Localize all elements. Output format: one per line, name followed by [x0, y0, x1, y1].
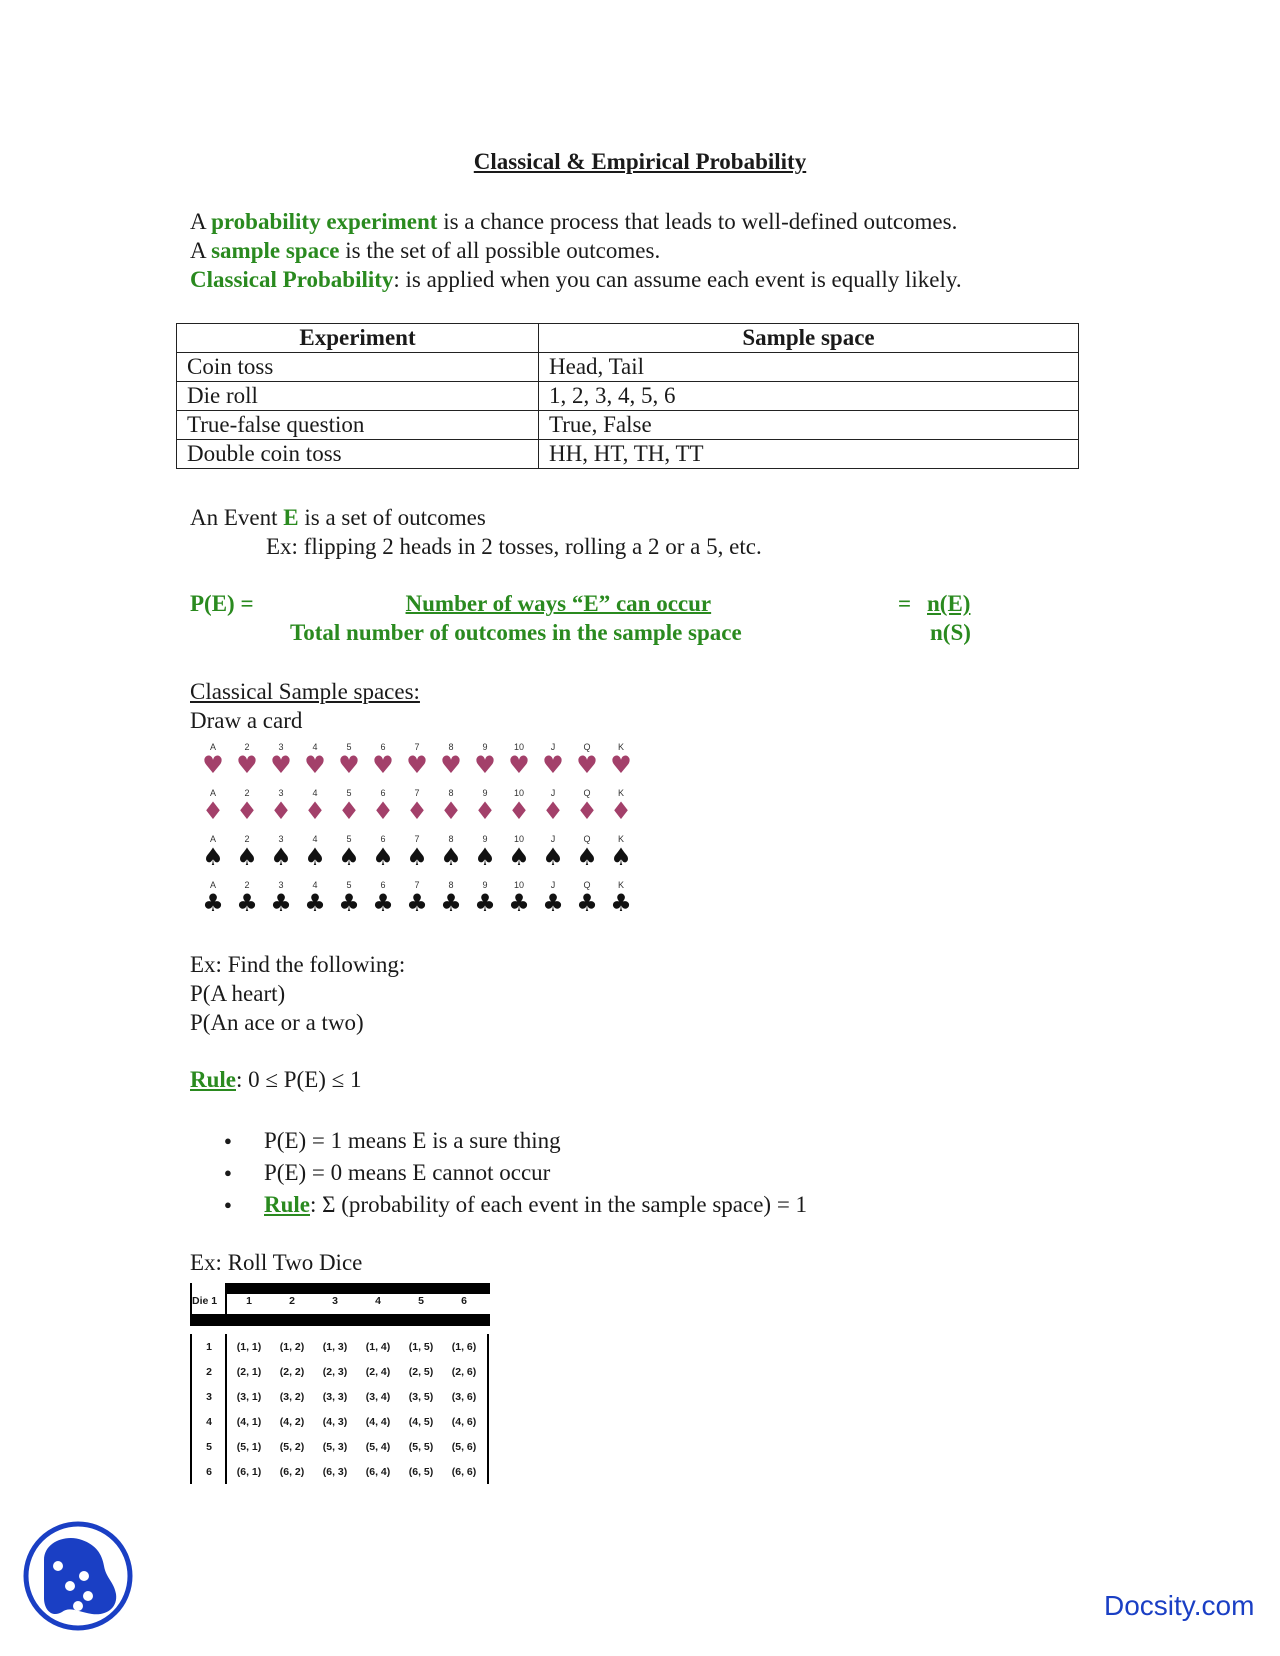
card [332, 834, 366, 880]
header-experiment: Experiment [177, 324, 539, 353]
card-suit-icon: ♠ [236, 843, 258, 871]
dice-cell: (6, 5) [408, 1466, 434, 1478]
card-rank: A [209, 834, 216, 844]
card-rank: 3 [278, 788, 284, 798]
card-suit-icon: ♠ [406, 843, 428, 871]
table-cell: 1, 2, 3, 4, 5, 6 [539, 382, 1079, 411]
card-suit-icon: ♥ [508, 751, 530, 779]
dice-cell: (3, 2) [279, 1391, 305, 1403]
table-cell: True-false question [177, 411, 539, 440]
formula-numerator: Number of ways “E” can occur [405, 591, 712, 616]
card-suit-icon: ♣ [372, 889, 394, 917]
text: A [190, 209, 212, 234]
card-suit-icon: ♠ [508, 843, 530, 871]
page-title: Classical & Empirical Probability [473, 149, 807, 174]
experiment-table [176, 323, 1079, 469]
card-rank: J [550, 742, 556, 752]
card-suit-icon: ♠ [304, 843, 326, 871]
card-rank: 10 [513, 880, 524, 890]
dice-header-row [190, 1295, 490, 1312]
card [230, 742, 264, 788]
card-rank: 5 [346, 880, 352, 890]
dice-cell: (4, 1) [236, 1416, 262, 1428]
card-rank: 9 [482, 788, 488, 798]
card-suit-icon: ♦ [474, 797, 496, 825]
definition-probability-experiment [190, 207, 962, 236]
dice-row-header: 2 [206, 1366, 212, 1378]
card [468, 834, 502, 880]
dice-corner-label: Die 1 [192, 1295, 218, 1307]
card [196, 880, 230, 926]
card-rank: 5 [346, 742, 352, 752]
card-rank: 6 [380, 742, 386, 752]
card-rank: 6 [380, 834, 386, 844]
card-suit-icon: ♠ [610, 843, 632, 871]
card-rank: 5 [346, 788, 352, 798]
card-suit-row [196, 880, 640, 926]
card [298, 742, 332, 788]
card-rank: Q [583, 788, 591, 798]
find-example [190, 950, 405, 1037]
card-rank: K [617, 742, 624, 752]
dice-cell: (2, 2) [279, 1366, 305, 1378]
card-rank: 5 [346, 834, 352, 844]
formula-denominator: Total number of outcomes in the sample space [290, 620, 742, 645]
card-suit-row [196, 788, 640, 834]
dice-cell: (4, 6) [451, 1416, 477, 1428]
card-suit-icon: ♣ [610, 889, 632, 917]
card [230, 788, 264, 834]
card-rank: 10 [513, 834, 524, 844]
card [196, 742, 230, 788]
card-rank: J [550, 880, 556, 890]
card-suit-icon: ♦ [304, 797, 326, 825]
card [298, 834, 332, 880]
card [434, 788, 468, 834]
card-rank: 6 [380, 880, 386, 890]
card [536, 788, 570, 834]
card-suit-icon: ♠ [372, 843, 394, 871]
card [332, 788, 366, 834]
card-rank: 2 [244, 880, 250, 890]
table-cell: HH, HT, TH, TT [539, 440, 1079, 469]
card-rank: 8 [448, 834, 454, 844]
dice-cell: (4, 5) [408, 1416, 434, 1428]
card-rank: 9 [482, 880, 488, 890]
dice-cell: (6, 1) [236, 1466, 262, 1478]
table-row [190, 1436, 490, 1461]
card [604, 834, 638, 880]
divider [487, 1334, 489, 1484]
card-suit-icon: ♥ [610, 751, 632, 779]
dice-cell: (2, 6) [451, 1366, 477, 1378]
dice-row-header: 3 [206, 1391, 212, 1403]
card-suit-icon: ♥ [406, 751, 428, 779]
card-rank: 9 [482, 834, 488, 844]
header-bar [227, 1283, 490, 1294]
card-rank: 7 [414, 742, 420, 752]
formula-denominator-row [190, 618, 971, 647]
text: An Event [190, 505, 284, 530]
card-suit-icon: ♥ [202, 751, 224, 779]
card-rank: Q [583, 880, 591, 890]
card-rank: 6 [380, 788, 386, 798]
text: : is applied when you can assume each event is equally likely. [393, 267, 962, 292]
dice-cell: (1, 5) [408, 1341, 434, 1353]
dice-col-header: 3 [332, 1295, 338, 1307]
card-rank: 7 [414, 834, 420, 844]
term-classical-probability: Classical Probability [190, 267, 394, 292]
formula-rhs-numerator: n(E) [927, 591, 971, 616]
dice-cell: (4, 2) [279, 1416, 305, 1428]
card-rank: 4 [312, 742, 318, 752]
card [570, 834, 604, 880]
term-event-e: E [283, 505, 299, 530]
probability-formula [190, 589, 971, 647]
dice-cell: (2, 5) [408, 1366, 434, 1378]
formula-rhs-denominator: n(S) [930, 620, 971, 645]
card-suit-icon: ♠ [576, 843, 598, 871]
table-cell: Double coin toss [177, 440, 539, 469]
card-suit-icon: ♥ [236, 751, 258, 779]
card-suit-icon: ♥ [270, 751, 292, 779]
bullet-item [220, 1125, 807, 1157]
dice-table [190, 1274, 490, 1494]
card-suit-icon: ♣ [304, 889, 326, 917]
table-header-row [177, 324, 1079, 353]
card-suit-icon: ♣ [542, 889, 564, 917]
term-sample-space: sample space [211, 238, 340, 263]
header-bar [190, 1314, 490, 1326]
rule-text: : 0 ≤ P(E) ≤ 1 [236, 1067, 362, 1092]
dice-cell: (5, 6) [451, 1441, 477, 1453]
table-row [190, 1411, 490, 1436]
card [230, 834, 264, 880]
card [298, 880, 332, 926]
card-suit-row [196, 742, 640, 788]
card-rank: Q [583, 742, 591, 752]
card-rank: A [209, 742, 216, 752]
text: A [190, 238, 212, 263]
dice-cell: (2, 3) [322, 1366, 348, 1378]
card-rank: 10 [513, 788, 524, 798]
dice-cell: (5, 5) [408, 1441, 434, 1453]
text: is a set of outcomes [298, 505, 486, 530]
dice-row-header: 1 [206, 1341, 212, 1353]
table-row [177, 353, 1079, 382]
dice-cell: (2, 4) [365, 1366, 391, 1378]
card [434, 880, 468, 926]
card-suit-icon: ♥ [440, 751, 462, 779]
card-suit-icon: ♦ [236, 797, 258, 825]
card [400, 742, 434, 788]
card [570, 788, 604, 834]
dice-cell: (6, 4) [365, 1466, 391, 1478]
card [196, 788, 230, 834]
find-item: P(An ace or a two) [190, 1010, 364, 1035]
table-row [190, 1336, 490, 1361]
card-suit-icon: ♥ [372, 751, 394, 779]
dice-cell: (6, 3) [322, 1466, 348, 1478]
card-suit-icon: ♥ [542, 751, 564, 779]
card-rank: 4 [312, 788, 318, 798]
formula-numerator-row [190, 589, 971, 618]
dice-cell: (1, 6) [451, 1341, 477, 1353]
card [536, 880, 570, 926]
card-suit-icon: ♦ [508, 797, 530, 825]
dice-cell: (4, 3) [322, 1416, 348, 1428]
classical-sample-spaces [190, 677, 420, 735]
table-cell: Die roll [177, 382, 539, 411]
card-suit-icon: ♣ [202, 889, 224, 917]
card-rank: 8 [448, 742, 454, 752]
bullet-item [220, 1157, 807, 1189]
bullet-text: P(E) = 1 means E is a sure thing [264, 1128, 561, 1153]
card [332, 742, 366, 788]
card-suit-icon: ♠ [542, 843, 564, 871]
card-suit-icon: ♠ [270, 843, 292, 871]
card [502, 788, 536, 834]
card-rank: J [550, 834, 556, 844]
card [536, 742, 570, 788]
card-suit-icon: ♥ [304, 751, 326, 779]
header-sample-space: Sample space [539, 324, 1079, 353]
card-rank: K [617, 834, 624, 844]
card-suit-icon: ♣ [236, 889, 258, 917]
draw-a-card-label: Draw a card [190, 708, 303, 733]
dice-cell: (3, 6) [451, 1391, 477, 1403]
text: is the set of all possible outcomes. [339, 238, 661, 263]
bullet-item [220, 1189, 807, 1221]
intro-definitions [190, 207, 962, 294]
card-rank: 10 [513, 742, 524, 752]
table-row [177, 440, 1079, 469]
table-row [177, 411, 1079, 440]
card-suit-icon: ♥ [338, 751, 360, 779]
card [570, 742, 604, 788]
dice-cell: (1, 4) [365, 1341, 391, 1353]
dice-cell: (5, 4) [365, 1441, 391, 1453]
section-heading: Classical Sample spaces: [190, 679, 420, 704]
dice-cell: (2, 1) [236, 1366, 262, 1378]
dice-cell: (1, 2) [279, 1341, 305, 1353]
card-rank: 8 [448, 788, 454, 798]
dice-row-header: 5 [206, 1441, 212, 1453]
table-row [190, 1361, 490, 1386]
rule-bullets [220, 1125, 807, 1221]
dice-col-header: 5 [418, 1295, 424, 1307]
card [502, 742, 536, 788]
dice-cell: (6, 2) [279, 1466, 305, 1478]
find-item: P(A heart) [190, 981, 286, 1006]
definition-sample-space [190, 236, 962, 265]
card-rank: 9 [482, 742, 488, 752]
card-suit-icon: ♠ [338, 843, 360, 871]
card [468, 742, 502, 788]
card-suit-icon: ♣ [406, 889, 428, 917]
card [366, 742, 400, 788]
card-suit-icon: ♣ [440, 889, 462, 917]
card [366, 880, 400, 926]
dice-cell: (3, 3) [322, 1391, 348, 1403]
dice-col-header: 2 [289, 1295, 295, 1307]
card [400, 834, 434, 880]
dice-cell: (5, 2) [279, 1441, 305, 1453]
card-rank: 3 [278, 742, 284, 752]
card-suit-icon: ♣ [576, 889, 598, 917]
dice-row-header: 6 [206, 1466, 212, 1478]
event-line [190, 503, 762, 532]
card [264, 880, 298, 926]
card-rank: 7 [414, 788, 420, 798]
card-rank: 7 [414, 880, 420, 890]
find-heading: Ex: Find the following: [190, 952, 406, 977]
card-rank: 2 [244, 788, 250, 798]
card [264, 788, 298, 834]
card [230, 880, 264, 926]
card-rank: 4 [312, 880, 318, 890]
card-suit-icon: ♣ [474, 889, 496, 917]
card [570, 880, 604, 926]
card [196, 834, 230, 880]
dice-cell: (1, 3) [322, 1341, 348, 1353]
dice-row-header: 4 [206, 1416, 212, 1428]
text: is a chance process that leads to well-defined outcomes. [437, 209, 958, 234]
card [468, 788, 502, 834]
dice-col-header: 6 [461, 1295, 467, 1307]
card-rank: K [617, 788, 624, 798]
divider [190, 1334, 192, 1484]
card [400, 788, 434, 834]
card [502, 880, 536, 926]
dice-example-label: Ex: Roll Two Dice [190, 1250, 363, 1275]
card-rank: 2 [244, 834, 250, 844]
dice-cell: (5, 3) [322, 1441, 348, 1453]
card-rank: A [209, 788, 216, 798]
card [536, 834, 570, 880]
formula-lhs: P(E) = [190, 591, 260, 616]
card-deck [196, 742, 640, 926]
card-suit-icon: ♦ [440, 797, 462, 825]
card [434, 742, 468, 788]
card [468, 880, 502, 926]
card-suit-icon: ♠ [474, 843, 496, 871]
definition-classical-probability [190, 265, 962, 294]
divider [225, 1334, 227, 1484]
card-suit-icon: ♠ [440, 843, 462, 871]
card-suit-icon: ♦ [610, 797, 632, 825]
dice-cell: (6, 6) [451, 1466, 477, 1478]
card [502, 834, 536, 880]
table-cell: Head, Tail [539, 353, 1079, 382]
card-suit-icon: ♥ [474, 751, 496, 779]
card-rank: K [617, 880, 624, 890]
rule-term: Rule [190, 1067, 236, 1092]
table-cell: True, False [539, 411, 1079, 440]
table-cell: Coin toss [177, 353, 539, 382]
card-suit-icon: ♣ [270, 889, 292, 917]
dice-cell: (1, 1) [236, 1341, 262, 1353]
dice-cell: (3, 5) [408, 1391, 434, 1403]
card-suit-icon: ♦ [542, 797, 564, 825]
rule-range [190, 1065, 362, 1094]
card-suit-row [196, 834, 640, 880]
card-rank: J [550, 788, 556, 798]
bullet-text: P(E) = 0 means E cannot occur [264, 1160, 551, 1185]
card-rank: Q [583, 834, 591, 844]
term-probability-experiment: probability experiment [211, 209, 438, 234]
dice-cell: (5, 1) [236, 1441, 262, 1453]
card-rank: 8 [448, 880, 454, 890]
card-rank: 3 [278, 880, 284, 890]
event-example: Ex: flipping 2 heads in 2 tosses, rolling a 2 or a 5, etc. [266, 534, 762, 559]
card [604, 788, 638, 834]
dice-cell: (3, 1) [236, 1391, 262, 1403]
card-suit-icon: ♦ [202, 797, 224, 825]
formula-equals: = [898, 591, 912, 616]
bullet-text: : Σ (probability of each event in the sample space) = 1 [310, 1192, 808, 1217]
card [264, 834, 298, 880]
card-rank: A [209, 880, 216, 890]
docsity-logo-icon [22, 1520, 134, 1632]
card [366, 834, 400, 880]
card-suit-icon: ♣ [508, 889, 530, 917]
card [332, 880, 366, 926]
card-suit-icon: ♦ [576, 797, 598, 825]
table-row [190, 1386, 490, 1411]
table-row [190, 1461, 490, 1486]
card [298, 788, 332, 834]
event-definition [190, 503, 762, 561]
card-suit-icon: ♦ [406, 797, 428, 825]
dice-col-header: 1 [246, 1295, 252, 1307]
card-suit-icon: ♦ [338, 797, 360, 825]
dice-cell: (4, 4) [365, 1416, 391, 1428]
card [400, 880, 434, 926]
card-rank: 3 [278, 834, 284, 844]
card-suit-icon: ♥ [576, 751, 598, 779]
card-suit-icon: ♦ [372, 797, 394, 825]
card-rank: 2 [244, 742, 250, 752]
dice-col-header: 4 [375, 1295, 381, 1307]
card [366, 788, 400, 834]
card [434, 834, 468, 880]
rule-term: Rule [264, 1192, 310, 1217]
card-rank: 4 [312, 834, 318, 844]
card [604, 742, 638, 788]
dice-cell: (3, 4) [365, 1391, 391, 1403]
card [264, 742, 298, 788]
card-suit-icon: ♣ [338, 889, 360, 917]
card [604, 880, 638, 926]
card-suit-icon: ♠ [202, 843, 224, 871]
table-row [177, 382, 1079, 411]
docsity-brand-text: Docsity.com [1104, 1590, 1255, 1621]
card-suit-icon: ♦ [270, 797, 292, 825]
